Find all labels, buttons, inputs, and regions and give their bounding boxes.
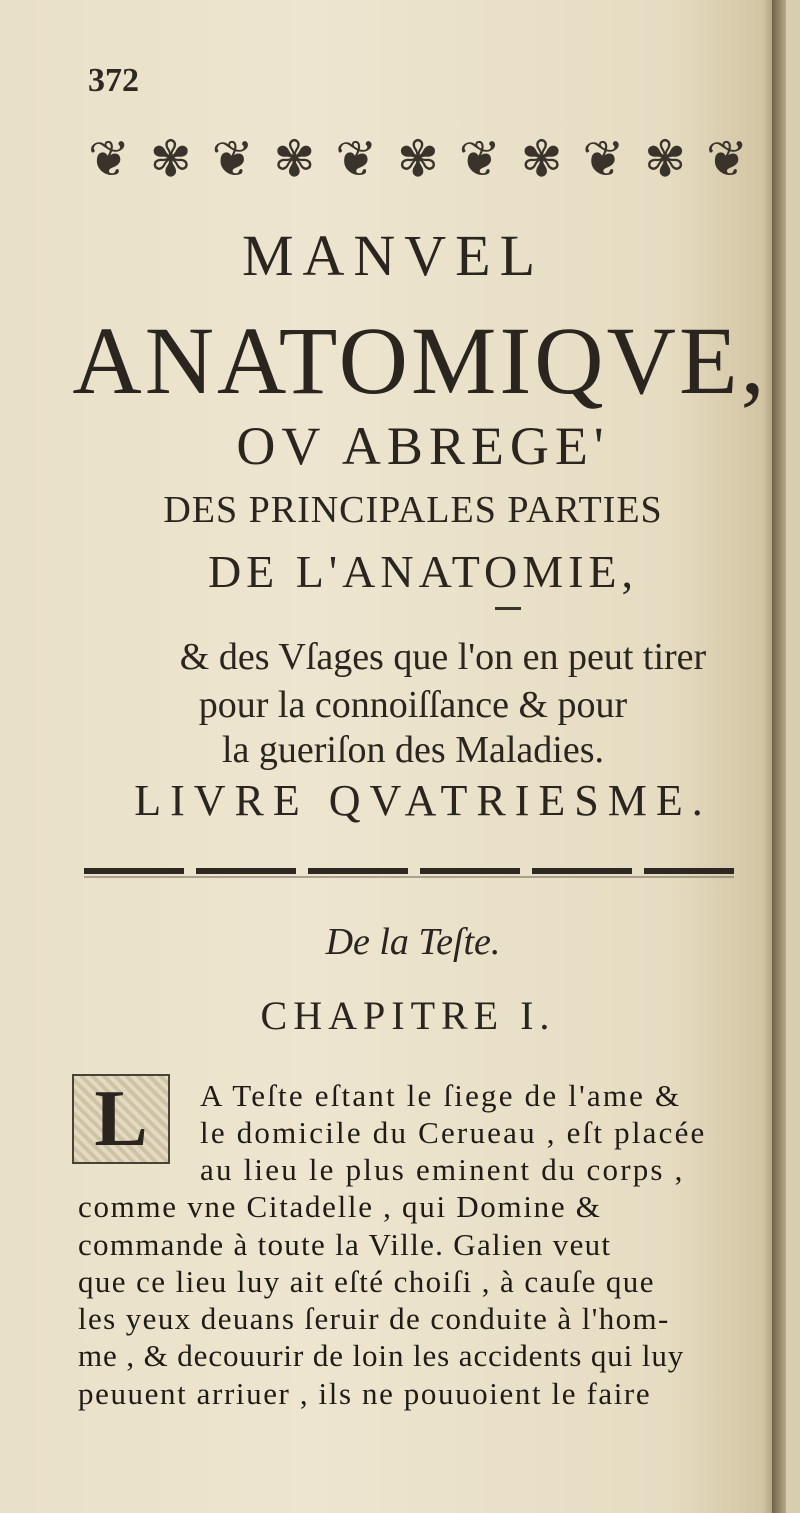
section-divider xyxy=(84,868,734,874)
body-line: le domicile du Cerueau , eſt placée xyxy=(200,1115,707,1150)
ornament-icon: ✾ xyxy=(644,130,687,188)
drop-cap xyxy=(72,1074,170,1164)
body-line: comme vne Citadelle , qui Domine & xyxy=(78,1189,602,1224)
ornament-icon: ❦ xyxy=(88,130,130,188)
ornament-icon: ❦ xyxy=(705,130,748,188)
page-number: 372 xyxy=(88,62,139,99)
chapter-heading: CHAPITRE I. xyxy=(260,993,556,1038)
ornament-icon: ❦ xyxy=(211,130,254,188)
ornament-icon: ❦ xyxy=(335,130,378,188)
subtitle-line-3: la gueriſon des Maladies. xyxy=(221,729,604,771)
title-line-5: DE L'ANATOMIE, xyxy=(207,546,639,597)
body-line: commande à toute la Ville. Galien veut xyxy=(78,1227,612,1262)
ornamental-headband xyxy=(88,125,748,193)
body-line: me , & decouurir de loin les accidents qui luy xyxy=(78,1338,685,1373)
body-line: les yeux deuans ſeruir de conduite à l'hom- xyxy=(78,1301,670,1336)
body-line: A Teſte eſtant le ſiege de l'ame & xyxy=(200,1078,682,1113)
subtitle-line-1: & des Vſages que l'on en peut tirer xyxy=(179,636,707,678)
section-divider-underline xyxy=(84,876,734,878)
subtitle-line-2: pour la connoiſſance & pour xyxy=(198,684,628,726)
ornament-icon: ✾ xyxy=(396,130,439,188)
title-line-4: DES PRINCIPALES PARTIES xyxy=(163,489,663,531)
ornament-icon: ✾ xyxy=(149,130,192,188)
book-heading: LIVRE QVATRIESME. xyxy=(134,776,712,825)
title-line-2: ANATOMIQVE, xyxy=(72,307,768,414)
ornament-icon: ❦ xyxy=(582,130,625,188)
section-heading: De la Teſte. xyxy=(325,921,501,963)
title-dash xyxy=(495,607,521,610)
drop-cap-letter: L xyxy=(94,1075,148,1163)
body-line: au lieu le plus eminent du corps , xyxy=(200,1152,685,1187)
title-line-3: OV ABREGE' xyxy=(236,416,610,476)
title-line-1: MANVEL xyxy=(241,223,545,288)
body-line: peuuent arriuer , ils ne pouuoient le faire xyxy=(78,1376,652,1411)
ornament-icon: ❦ xyxy=(458,130,501,188)
body-line: que ce lieu luy ait eſté choiſi , à cauſe que xyxy=(78,1264,655,1299)
ornament-icon: ✾ xyxy=(520,130,563,188)
ornament-icon: ✾ xyxy=(273,130,316,188)
